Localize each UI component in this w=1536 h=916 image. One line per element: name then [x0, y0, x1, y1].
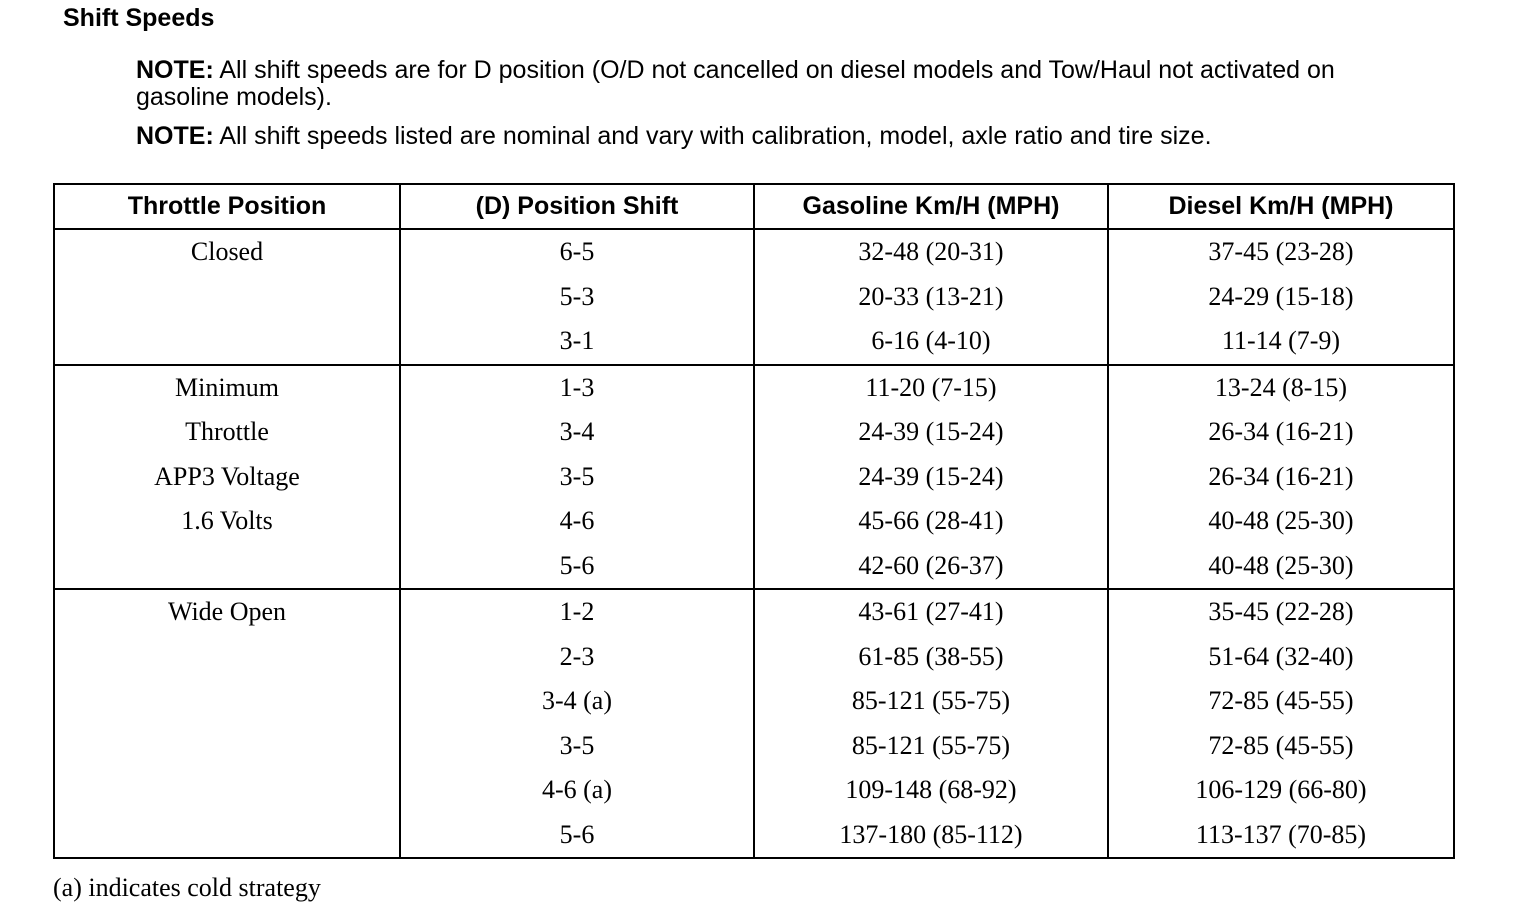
gasoline-speed: 20-33 (13-21) — [858, 281, 1004, 311]
gasoline-speed: 85-121 (55-75) — [851, 686, 1011, 715]
diesel-speed: 37-45 (23-28) — [1208, 237, 1354, 266]
shift-value: 4-6 — [559, 506, 595, 535]
table-row — [54, 229, 1454, 365]
page-title: Shift Speeds — [63, 4, 215, 32]
gasoline-speed: 137-180 (85-112) — [839, 819, 1023, 849]
gasoline-speed: 32-48 (20-31) — [858, 237, 1004, 266]
throttle-line: Throttle — [185, 417, 269, 446]
diesel-speed: 113-137 (70-85) — [1195, 819, 1367, 849]
shift-cell — [400, 229, 754, 365]
gasoline-cell — [754, 589, 1108, 858]
diesel-speed: 35-45 (22-28) — [1208, 597, 1354, 626]
gasoline-cell — [754, 229, 1108, 365]
header-gasoline-speed: Gasoline Km/H (MPH) — [754, 184, 1108, 229]
throttle-line: APP3 Voltage — [154, 461, 300, 491]
shift-value: 3-5 — [559, 730, 595, 760]
diesel-speed: 72-85 (45-55) — [1208, 686, 1354, 715]
shift-value: 5-6 — [559, 550, 595, 580]
diesel-speed: 26-34 (16-21) — [1208, 417, 1354, 446]
diesel-cell — [1108, 229, 1454, 365]
throttle-line: Minimum — [174, 372, 279, 402]
throttle-line: Closed — [190, 237, 264, 266]
throttle-group-minimum — [54, 365, 1454, 590]
diesel-cell — [1108, 365, 1454, 590]
shift-value: 5-3 — [559, 281, 595, 311]
note-text: All shift speeds listed are nominal and vary with calibration, model, axle ratio and tire size. — [219, 122, 1212, 150]
shift-value: 1-3 — [559, 372, 595, 402]
diesel-speed: 26-34 (16-21) — [1208, 461, 1354, 491]
header-d-position-shift: (D) Position Shift — [400, 184, 754, 229]
shift-cell — [400, 365, 754, 590]
gasoline-cell — [754, 365, 1108, 590]
note-do-position — [136, 57, 1366, 111]
shift-value: 2-3 — [559, 641, 595, 671]
shift-value: 3-1 — [559, 326, 595, 355]
table-row — [54, 365, 1454, 590]
note-nominal-speeds — [136, 123, 1366, 150]
gasoline-speed: 6-16 (4-10) — [871, 326, 991, 355]
footnote: (a) indicates cold strategy — [53, 873, 321, 902]
diesel-speed: 40-48 (25-30) — [1208, 506, 1354, 535]
throttle-cell — [54, 365, 400, 590]
gasoline-speed: 42-60 (26-37) — [858, 550, 1004, 580]
diesel-speed: 13-24 (8-15) — [1214, 372, 1348, 402]
shift-value: 3-5 — [559, 461, 595, 491]
shift-value: 3-4 — [559, 417, 595, 446]
shift-value: 1-2 — [559, 597, 595, 626]
gasoline-speed: 45-66 (28-41) — [858, 506, 1004, 535]
gasoline-speed: 24-39 (15-24) — [858, 461, 1004, 491]
shift-value: 4-6 (a) — [541, 775, 612, 804]
diesel-speed: 72-85 (45-55) — [1208, 730, 1354, 760]
throttle-cell — [54, 589, 400, 858]
diesel-speed: 40-48 (25-30) — [1208, 550, 1354, 580]
note-text: All shift speeds are for D position (O/D not cancelled on diesel models and Tow/Haul not activated on gasoline models). — [136, 56, 1335, 111]
table-row — [54, 589, 1454, 858]
gasoline-speed: 24-39 (15-24) — [858, 417, 1004, 446]
header-throttle-position: Throttle Position — [54, 184, 400, 229]
diesel-cell — [1108, 589, 1454, 858]
gasoline-speed: 61-85 (38-55) — [858, 641, 1004, 671]
throttle-group-wide-open — [54, 589, 1454, 858]
gasoline-speed: 109-148 (68-92) — [845, 775, 1017, 804]
shift-value: 5-6 — [559, 819, 595, 849]
throttle-cell — [54, 229, 400, 365]
diesel-speed: 51-64 (32-40) — [1208, 641, 1354, 671]
gasoline-speed: 43-61 (27-41) — [858, 597, 1004, 626]
diesel-speed: 24-29 (15-18) — [1208, 281, 1354, 311]
shift-value: 3-4 (a) — [541, 686, 612, 715]
note-label: NOTE: — [136, 56, 214, 84]
gasoline-speed: 85-121 (55-75) — [851, 730, 1011, 760]
table-header-row — [54, 184, 1454, 229]
shift-value: 6-5 — [559, 237, 595, 266]
shift-speeds-table — [53, 183, 1455, 859]
throttle-group-closed — [54, 229, 1454, 365]
header-diesel-speed: Diesel Km/H (MPH) — [1108, 184, 1454, 229]
note-label: NOTE: — [136, 122, 214, 150]
throttle-line: Wide Open — [167, 597, 287, 626]
diesel-speed: 106-129 (66-80) — [1195, 775, 1367, 804]
diesel-speed: 11-14 (7-9) — [1221, 326, 1341, 355]
shift-cell — [400, 589, 754, 858]
gasoline-speed: 11-20 (7-15) — [865, 372, 997, 402]
throttle-line: 1.6 Volts — [181, 506, 273, 535]
